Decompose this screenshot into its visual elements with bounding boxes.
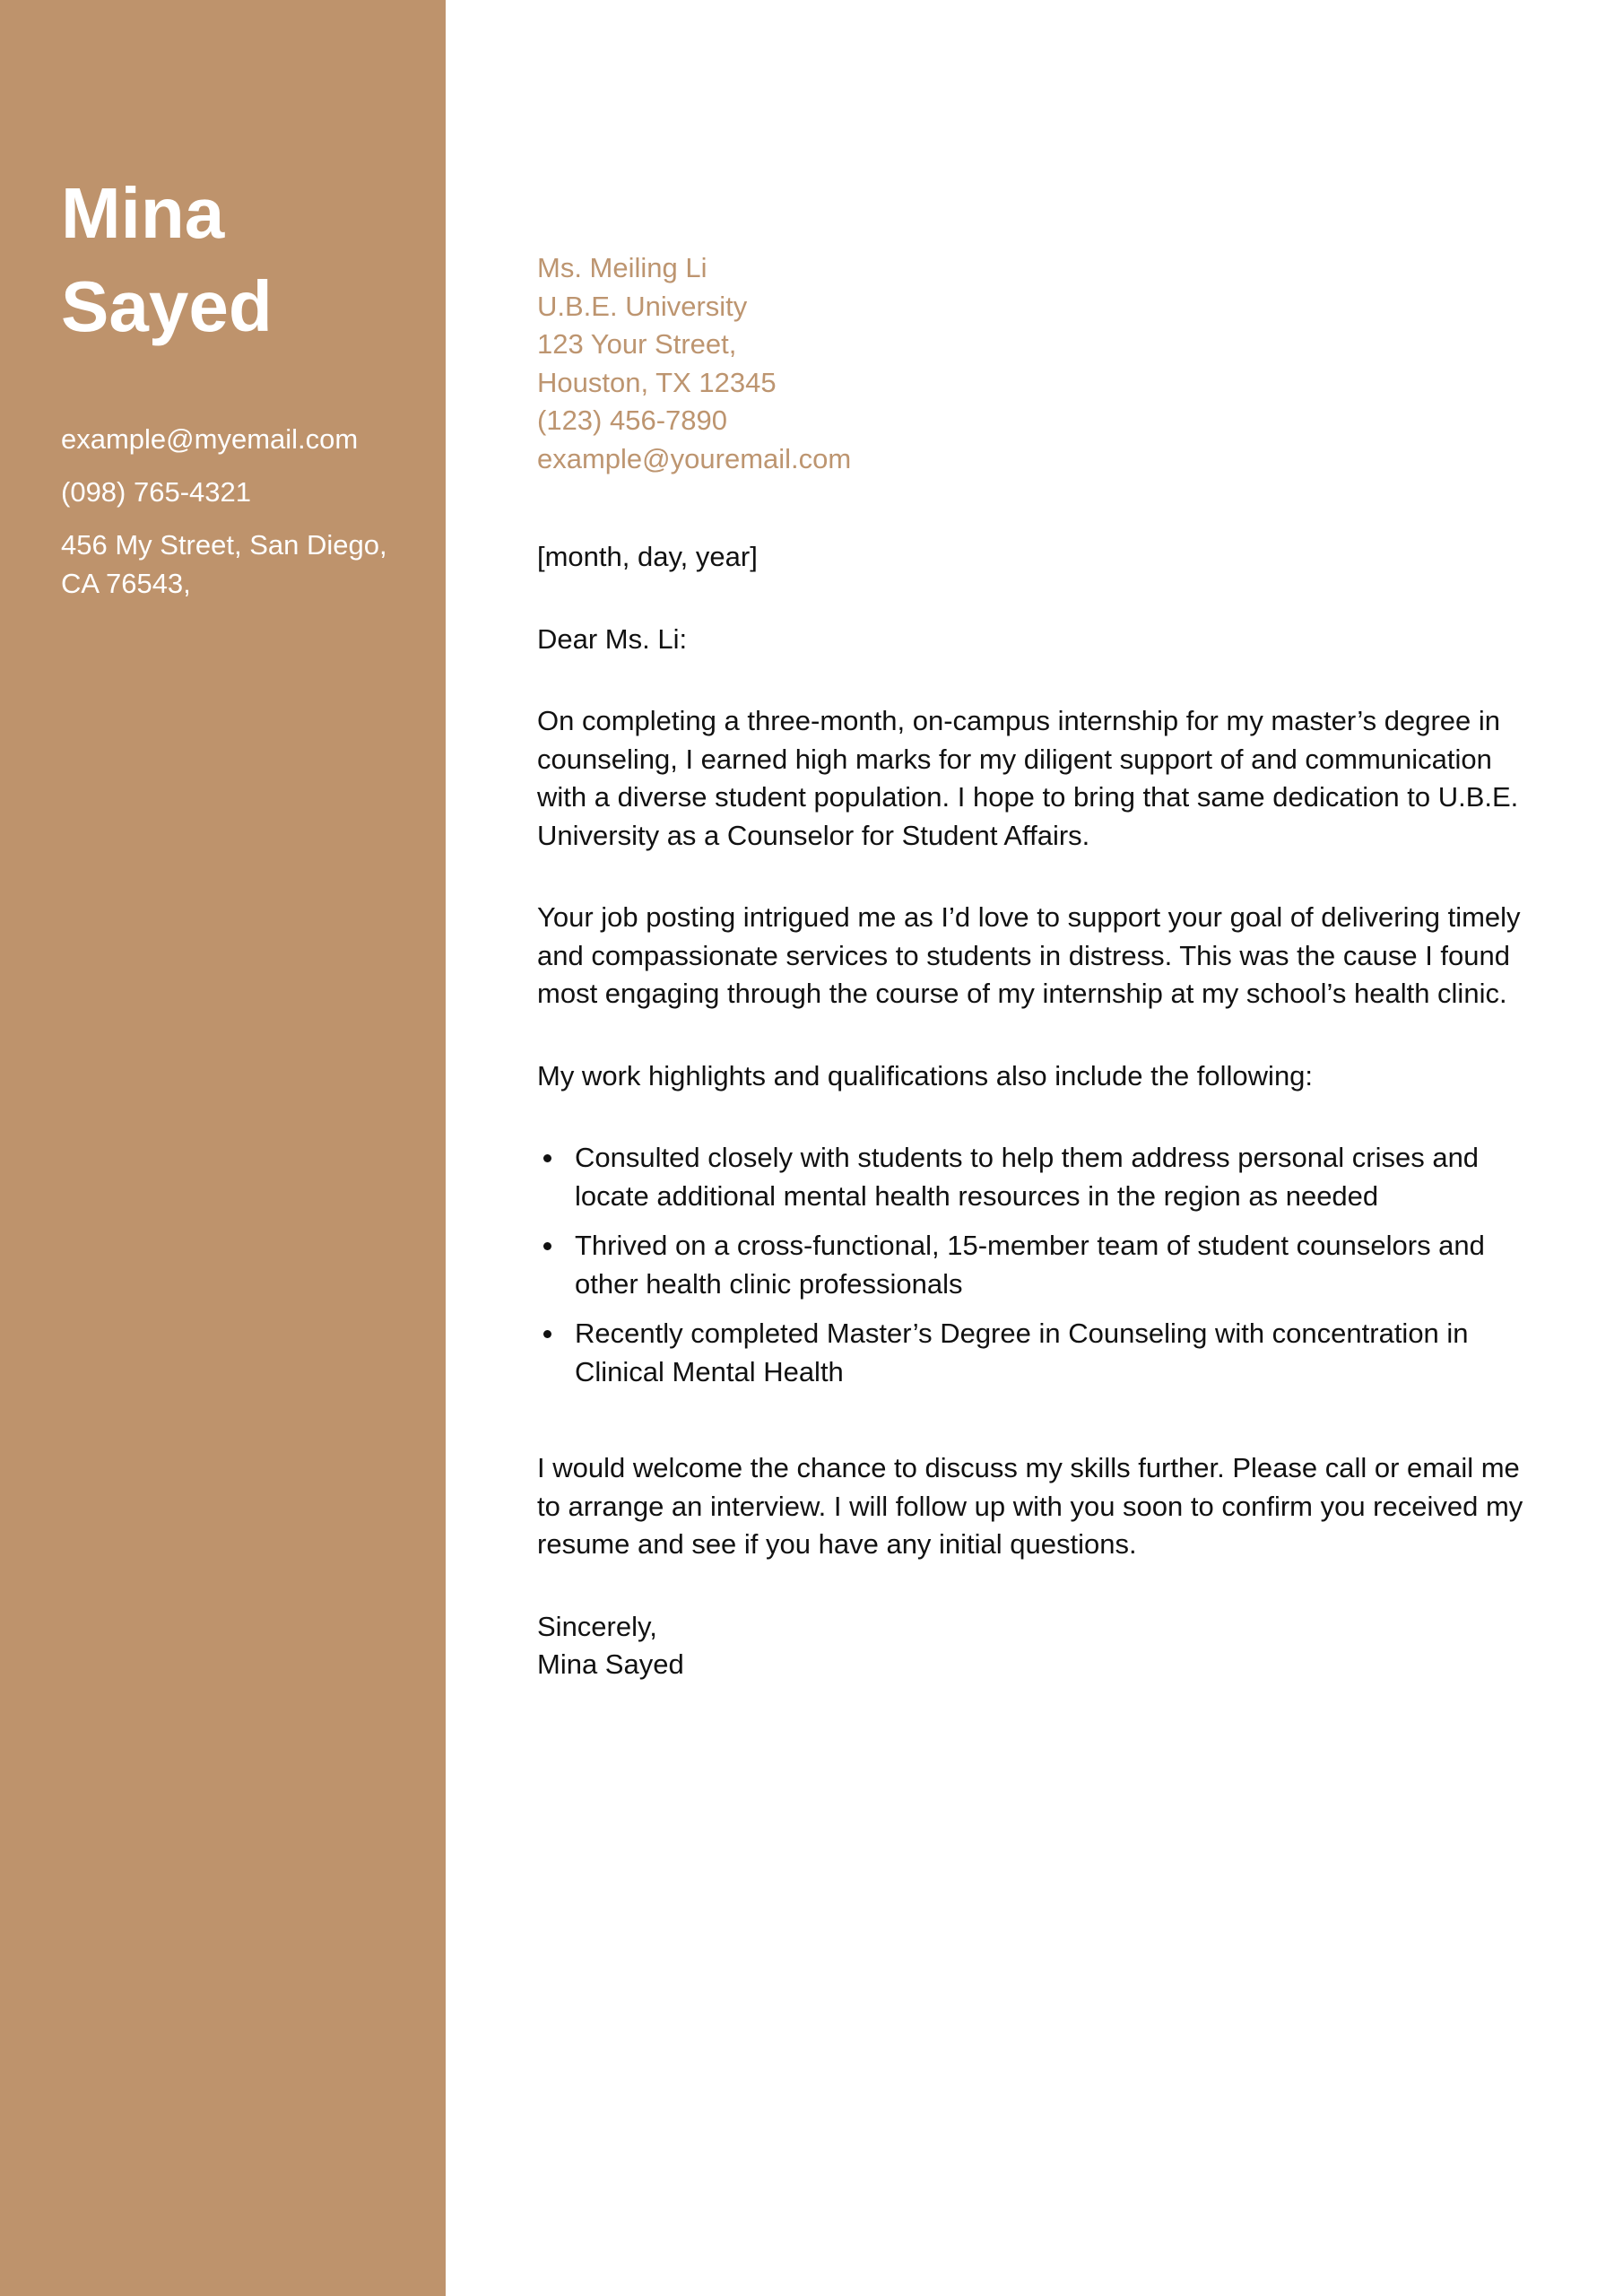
recipient-street: 123 Your Street, <box>537 328 737 360</box>
sender-email: example@myemail.com <box>61 423 359 455</box>
letter-paragraph: Your job posting intrigued me as I’d love to support your goal of delivering timely and compassionate services to students in distress. This was the cause I found most engaging through the course of my internship at my school’s health clinic. <box>537 901 1521 1009</box>
sender-contact <box>61 420 410 603</box>
letter-date: [month, day, year] <box>537 541 758 572</box>
recipient-email: example@youremail.com <box>537 442 852 474</box>
letter-signoff <box>537 1608 1532 1684</box>
sender-address-line1: 456 My Street, San Diego, <box>61 529 387 561</box>
letter-salutation: Dear Ms. Li: <box>537 622 688 655</box>
letter-paragraph: On completing a three-month, on-campus internship for my master’s degree in counseling, I earned high marks for my diligent support of and communication with a diverse student population. I hope to bring that same dedication to U.B.E. University as a Counselor for Student Affairs. <box>537 705 1519 851</box>
list-item <box>537 1227 1532 1303</box>
sender-address <box>61 526 410 603</box>
sender-first-name: Mina <box>61 173 225 253</box>
recipient-name: Ms. Meiling Li <box>537 252 707 283</box>
list-item-text: Recently completed Master’s Degree in Counseling with concentration in Clinical Mental Health <box>575 1318 1469 1387</box>
list-item-text: Thrived on a cross-functional, 15-member team of student counselors and other health clinic professionals <box>575 1230 1485 1300</box>
sender-last-name: Sayed <box>61 266 273 346</box>
recipient-phone: (123) 456-7890 <box>537 404 727 436</box>
letter-closing: Sincerely, <box>537 1610 657 1642</box>
sender-address-line2: CA 76543, <box>61 568 191 599</box>
letter-body <box>537 538 1532 1684</box>
letter-paragraph: My work highlights and qualifications also include the following: <box>537 1059 1314 1091</box>
bullet-icon <box>543 1242 551 1250</box>
recipient-organization: U.B.E. University <box>537 290 748 322</box>
sender-name <box>61 0 410 353</box>
sender-phone: (098) 765-4321 <box>61 476 251 508</box>
bullet-icon <box>543 1330 551 1338</box>
list-item <box>537 1315 1532 1391</box>
letter-closing-paragraph: I would welcome the chance to discuss my skills further. Please call or email me to arrange an interview. I will follow up with you soon to confirm you received my resume and see if you have any initial questions. <box>537 1452 1523 1560</box>
letter-signature: Mina Sayed <box>537 1648 684 1680</box>
sender-sidebar <box>0 0 446 2296</box>
list-item <box>537 1139 1532 1215</box>
recipient-block <box>537 249 851 478</box>
list-item-text: Consulted closely with students to help them address personal crises and locate additional mental health resources in the region as needed <box>575 1142 1480 1212</box>
bullet-icon <box>543 1154 551 1162</box>
recipient-city: Houston, TX 12345 <box>537 366 777 398</box>
qualifications-list <box>537 1139 1532 1391</box>
